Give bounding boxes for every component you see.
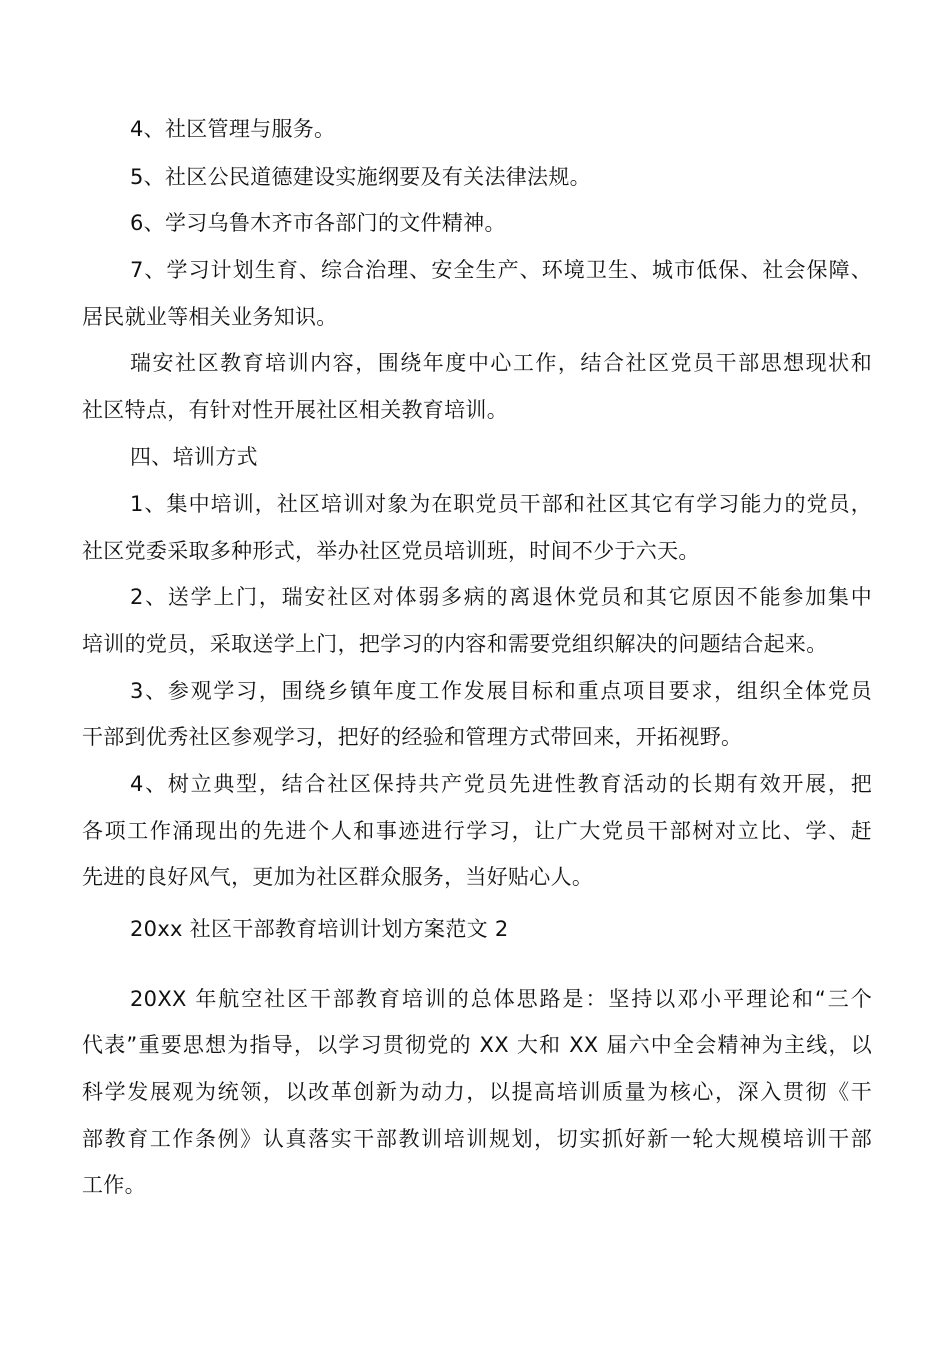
method-4-line-1: 4、树立典型，结合社区保持共产党员先进性教育活动的长期有效开展，把 [130,772,872,796]
method-4-line-2: 各项工作涌现出的先进个人和事迹进行学习，让广大党员干部树对立比、学、赶 [82,819,872,843]
overview-line-3: 科学发展观为统领，以改革创新为动力，以提高培训质量为核心，深入贯彻《干 [82,1080,872,1104]
method-3-line-2: 干部到优秀社区参观学习，把好的经验和管理方式带回来，开拓视野。 [82,725,743,749]
method-2-line-2: 培训的党员，采取送学上门，把学习的内容和需要党组织解决的问题结合起来。 [82,632,828,656]
overview-line-2: 代表”重要思想为指导，以学习贯彻党的 XX 大和 XX 届六中全会精神为主线，以 [82,1033,872,1057]
method-2-line-1: 2、送学上门，瑞安社区对体弱多病的离退休党员和其它原因不能参加集中 [130,585,872,609]
method-1-line-2: 社区党委采取多种形式，举办社区党员培训班，时间不少于六天。 [82,539,700,563]
method-1-line-1: 1、集中培训，社区培训对象为在职党员干部和社区其它有学习能力的党员， [130,492,872,516]
method-4-line-3: 先进的良好风气，更加为社区群众服务，当好贴心人。 [82,865,594,889]
paragraph-content-line-2: 社区特点，有针对性开展社区相关教育培训。 [82,398,508,422]
overview-line-1: 20XX 年航空社区干部教育培训的总体思路是：坚持以邓小平理论和“三个 [130,987,872,1011]
list-item-5: 5、社区公民道德建设实施纲要及有关法律法规。 [130,165,591,189]
list-item-7-line-2: 居民就业等相关业务知识。 [82,305,338,329]
method-3-line-1: 3、参观学习，围绕乡镇年度工作发展目标和重点项目要求，组织全体党员 [130,679,872,703]
overview-line-4: 部教育工作条例》认真落实干部教训培训规划，切实抓好新一轮大规模培训干部 [82,1127,872,1151]
paragraph-content-line-1: 瑞安社区教育培训内容，围绕年度中心工作，结合社区党员干部思想现状和 [130,351,872,375]
section-heading-training-method: 四、培训方式 [130,445,258,469]
section-title-sample-2: 20xx 社区干部教育培训计划方案范文 2 [130,917,509,941]
list-item-4: 4、社区管理与服务。 [130,117,336,141]
list-item-6: 6、学习乌鲁木齐市各部门的文件精神。 [130,211,506,235]
list-item-7-line-1: 7、学习计划生育、综合治理、安全生产、环境卫生、城市低保、社会保障、 [130,258,872,282]
overview-line-5: 工作。 [82,1173,146,1197]
